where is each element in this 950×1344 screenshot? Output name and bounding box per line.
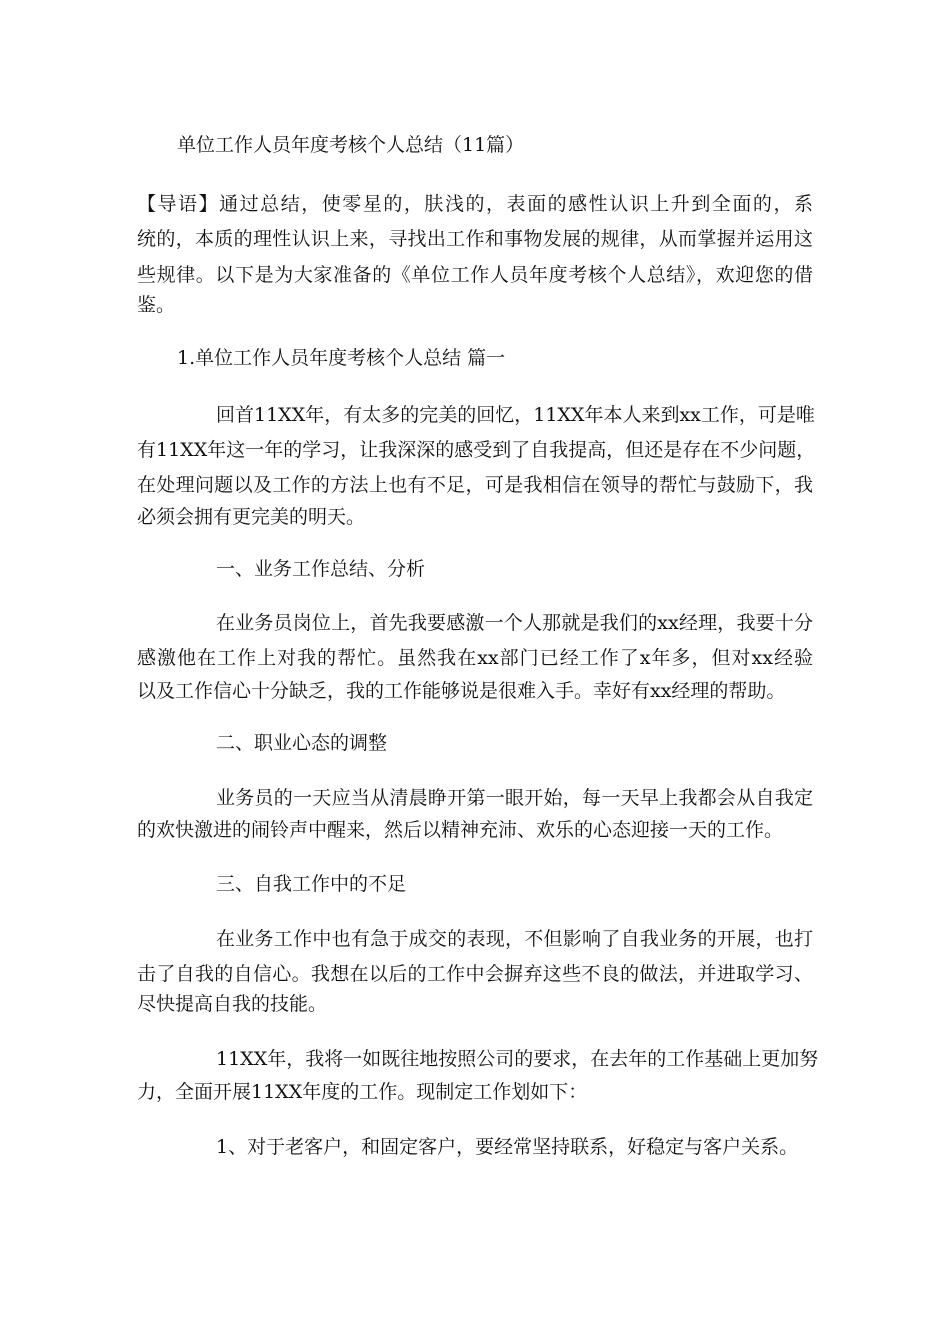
heading-shortcomings: 三、自我工作中的不足: [216, 873, 407, 895]
heading-business-summary: 一、业务工作总结、分析: [216, 558, 426, 580]
para1-line-1: 回首11XX年，有太多的完美的回忆，11XX年本人来到xx工作，可是唯: [216, 404, 815, 426]
para1-line-2: 有11XX年这一年的学习，让我深深的感受到了自我提高，但还是存在不少问题，: [137, 439, 816, 461]
para1-line-3: 在处理问题以及工作的方法上也有不足，可是我相信在领导的帮忙与鼓励下，我: [137, 474, 813, 496]
para4-line-1: 在业务工作中也有急于成交的表现，不但影响了自我业务的开展，也打: [216, 928, 813, 950]
para4-line-2: 击了自我的自信心。我想在以后的工作中会摒弃这些不良的做法，并进取学习、: [137, 963, 813, 985]
section-heading: 1.单位工作人员年度考核个人总结 篇一: [177, 347, 506, 369]
intro-line-1: 【导语】通过总结，使零星的，肤浅的，表面的感性认识上升到全面的，系: [137, 193, 813, 215]
para1-line-4: 必须会拥有更完美的明天。: [137, 506, 366, 528]
intro-line-4: 鉴。: [137, 294, 176, 316]
para3-line-1: 业务员的一天应当从清晨睁开第一眼开始，每一天早上我都会从自我定: [216, 787, 813, 809]
intro-line-2: 统的，本质的理性认识上来，寻找出工作和事物发展的规律，从而掌握并运用这: [137, 228, 813, 250]
para2-line-3: 以及工作信心十分缺乏，我的工作能够说是很难入手。幸好有xx经理的帮助。: [137, 680, 786, 702]
list-item-1: 1、对于老客户，和固定客户，要经常坚持联系，好稳定与客户关系。: [216, 1136, 799, 1158]
para5-line-2: 力，全面开展11XX年度的工作。现制定工作划如下：: [137, 1081, 588, 1103]
para3-line-2: 的欢快激进的闹铃声中醒来，然后以精神充沛、欢乐的心态迎接一天的工作。: [137, 819, 784, 841]
para4-line-3: 尽快提高自我的技能。: [137, 993, 328, 1015]
para5-line-1: 11XX年，我将一如既往地按照公司的要求，在去年的工作基础上更加努: [216, 1048, 819, 1070]
para2-line-2: 感激他在工作上对我的帮忙。虽然我在xx部门已经工作了x年多，但对xx经验: [137, 647, 813, 669]
para2-line-1: 在业务员岗位上，首先我要感激一个人那就是我们的xx经理，我要十分: [216, 612, 813, 634]
heading-career-mindset: 二、职业心态的调整: [216, 732, 388, 754]
intro-line-3: 些规律。以下是为大家准备的《单位工作人员年度考核个人总结》，欢迎您的借: [137, 264, 813, 286]
page-title: 单位工作人员年度考核个人总结（11篇）: [177, 134, 525, 156]
